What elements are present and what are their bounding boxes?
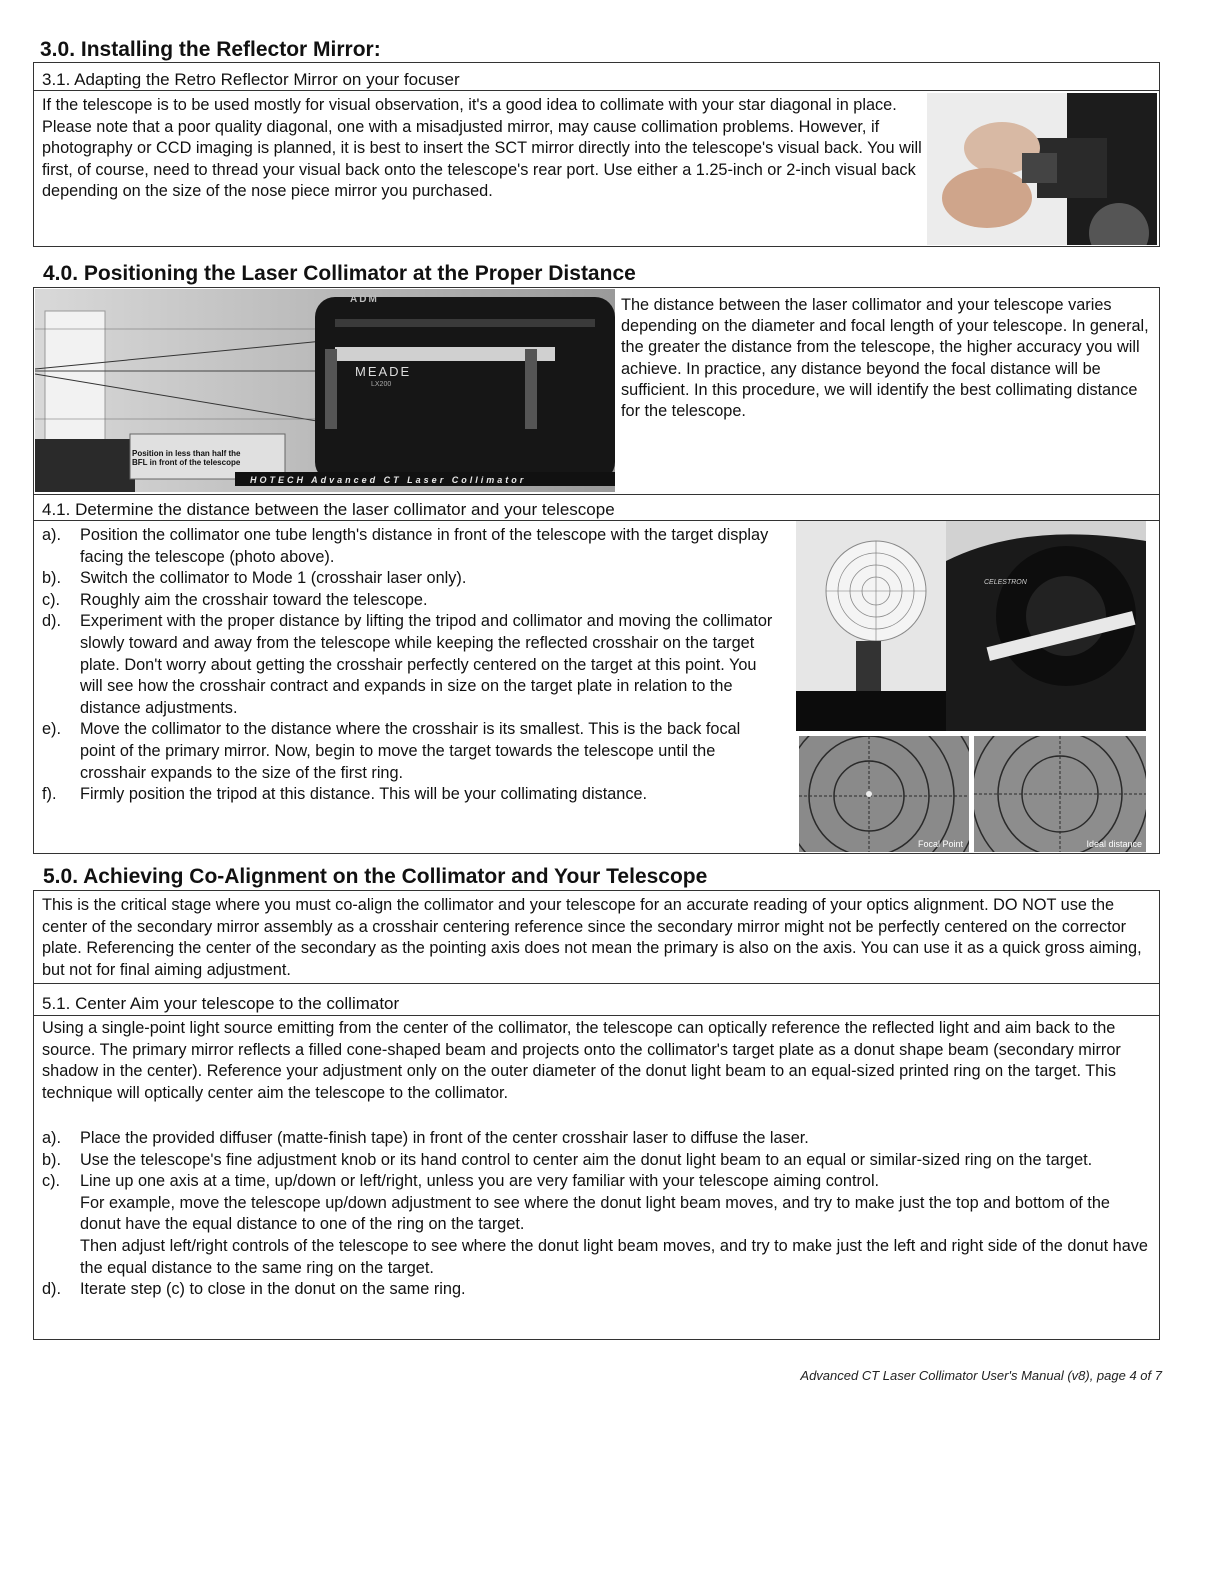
section-4-heading: 4.0. Positioning the Laser Collimator at the Proper Distance <box>43 262 636 285</box>
section-5-1-paragraph: Using a single-point light source emitting from the center of the collimator, the telescope can optically reference the reflected light and aim back to the source. The primary mirror reflects a filled cone-shaped beam and projects onto the collimator's target plate as a donut shape beam (secondary mirror shadow in the center). Reference your adjustment only on the outer diameter of the donut light beam to an equal-sized printed ring on the target. This technique will optically center aim the telescope to the collimator. <box>42 1019 1121 1102</box>
page-footer: Advanced CT Laser Collimator User's Manual (v8), page 4 of 7 <box>800 1368 1162 1383</box>
list-item: c). Line up one axis at a time, up/down or left/right, unless you are very familiar with your telescope aiming control. For example, move the telescope up/down adjustment to see where the donut light beam moves, and try to make just the top and bottom of the donut have the equal distance to one of the ring on the target. Then adjust left/right controls of the telescope to see where the donut light beam moves, and try to make just the left and right side of the donut have the equal distance to the same ring on the target. <box>42 1172 1148 1277</box>
section-4-1-top-rule <box>33 494 1160 495</box>
collimator-setup-figure <box>35 289 615 492</box>
list-item: d). Experiment with the proper distance by lifting the tripod and collimator and moving the collimator slowly toward and away from the telescope while keeping the reflected crosshair on the target plate. Don't worry about getting the crosshair perfectly centered on the target at this point. You will see how the crosshair contract and expands in size on the target plate in relation to the distance adjustments. <box>42 612 773 717</box>
ideal-distance-photo <box>974 736 1146 852</box>
section-5-1-top-rule <box>33 983 1160 984</box>
section-3-1-rule <box>33 90 1160 91</box>
section-4-paragraph: The distance between the laser collimator and your telescope varies depending on the diameter and focal length of your telescope. In general, the greater the distance from the telescope, the higher accuracy you will achieve. In practice, any distance beyond the focal distance will be sufficient. In this procedure, we will identify the best collimating distance for the telescope. <box>621 296 1149 421</box>
mirror-install-photo <box>927 93 1157 245</box>
list-item: b). Use the telescope's fine adjustment knob or its hand control to center aim the donut light beam to an equal or similar-sized ring on the target. <box>42 1150 1093 1169</box>
section-5-heading: 5.0. Achieving Co-Alignment on the Collimator and Your Telescope <box>43 865 708 888</box>
section-5-1-rule <box>33 1015 1160 1016</box>
figure-caption-2: BFL in front of the telescope <box>132 458 241 467</box>
figure-model: LX200 <box>371 381 392 388</box>
list-item: e). Move the collimator to the distance where the crosshair is its smallest. This is the back focal point of the primary mirror. Now, begin to move the target towards the telescope until the crosshair expands to the size of the first ring. <box>42 720 741 782</box>
list-item: d). Iterate step (c) to close in the donut on the same ring. <box>42 1280 466 1299</box>
section-3-1-heading: 3.1. Adapting the Retro Reflector Mirror on your focuser <box>42 70 460 89</box>
telescope-brand: CELESTRON <box>984 579 1027 586</box>
figure-brand-top: ADM <box>350 294 379 305</box>
figure-banner: HOTECH Advanced CT Laser Collimator <box>250 475 527 485</box>
figure-brand: MEADE <box>355 364 412 379</box>
focal-point-label: Focal Point <box>917 839 963 849</box>
list-item: a). Place the provided diffuser (matte-finish tape) in front of the center crosshair laser to diffuse the laser. <box>42 1129 809 1147</box>
figure-caption-1: Position in less than half the <box>132 449 241 458</box>
ideal-distance-label: Ideal distance <box>1086 839 1142 849</box>
list-item: b). Switch the collimator to Mode 1 (crosshair laser only). <box>42 569 467 588</box>
list-item: c). Roughly aim the crosshair toward the telescope. <box>42 590 428 609</box>
section-3-heading: 3.0. Installing the Reflector Mirror: <box>40 38 381 61</box>
list-item: a). Position the collimator one tube length's distance in front of the telescope with the target display facing the telescope (photo above). <box>42 526 769 566</box>
section-4-1-heading: 4.1. Determine the distance between the laser collimator and your telescope <box>42 500 615 519</box>
section-5-1-steps <box>42 1128 1154 1301</box>
target-plate-photo <box>796 521 1146 731</box>
focal-point-photo <box>799 736 969 852</box>
list-item: f). Firmly position the tripod at this distance. This will be your collimating distance. <box>42 785 648 804</box>
section-5-paragraph: This is the critical stage where you must co-align the collimator and your telescope for an accurate reading of your optics alignment. DO NOT use the center of the secondary mirror assembly as a crosshair centering reference since the secondary mirror might not be perfectly centered on the corrector plate. Referencing the center of the secondary as the pointing axis does not mean the primary is also on the axis. You can use it as a quick gross aiming, but not for final aiming adjustment. <box>42 896 1142 979</box>
section-5-1-heading: 5.1. Center Aim your telescope to the collimator <box>42 994 400 1013</box>
section-4-1-steps <box>42 525 780 806</box>
section-3-paragraph: If the telescope is to be used mostly for visual observation, it's a good idea to collimate with your star diagonal in place. Please note that a poor quality diagonal, one with a misadjusted mirror, may cause collimation problems. However, if photography or CCD imaging is planned, it is best to insert the SCT mirror directly into the telescope's visual back. You will first, of course, need to thread your visual back onto the telescope's rear port. Use either a 1.25-inch or 2-inch visual back depending on the size of the nose piece mirror you purchased. <box>42 96 922 201</box>
